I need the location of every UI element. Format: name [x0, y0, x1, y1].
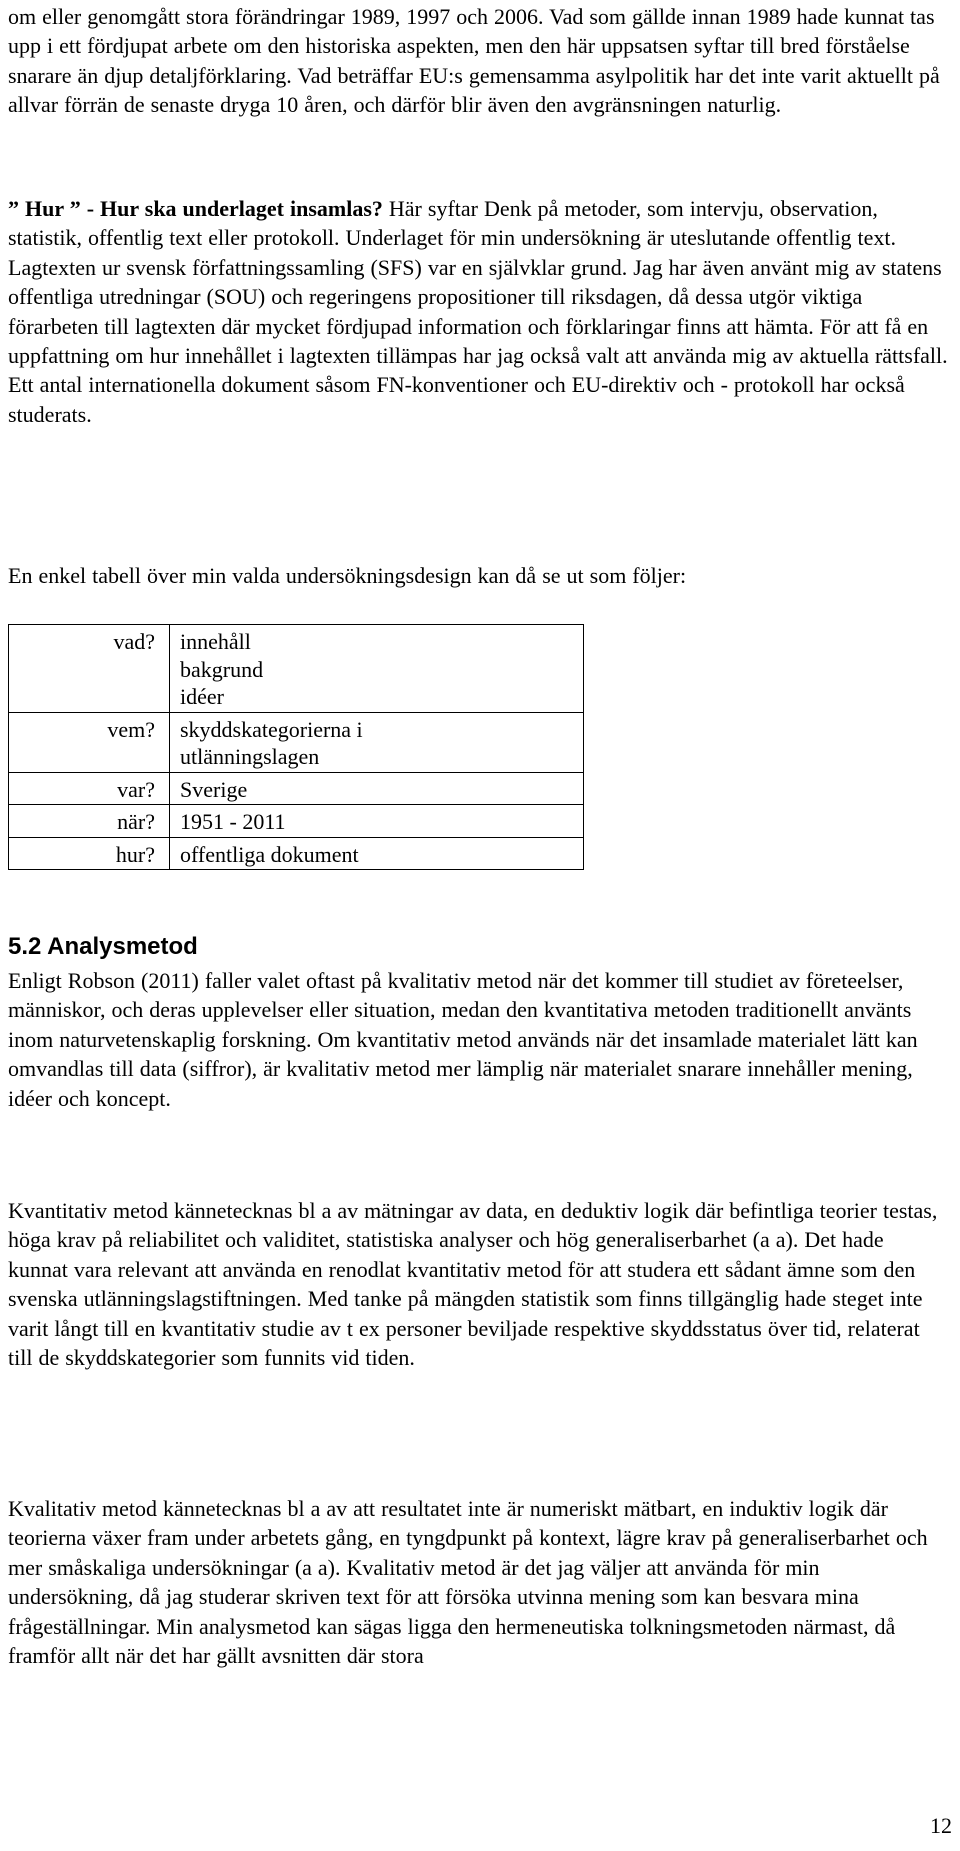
paragraph-analysmetod-intro: Enligt Robson (2011) faller valet oftast på kvalitativ metod när det kommer till studiet av företeelser, människor, och deras upplevelser eller situation, medan den kvantitativa metoden traditionellt använts inom naturvetenskaplig forskning. Om kvantitativ metod används när det insamlade materialet lätt kan omvandlas till data (siffror), är kvalitativ metod mer lämplig när materialet snarare innehåller mening, idéer och koncept.	[8, 968, 918, 1111]
table-row	[9, 837, 584, 870]
hur-bold-lead: ” Hur ” - Hur ska underlaget insamlas?	[8, 196, 383, 221]
table-key-cell: vad?	[9, 625, 170, 713]
table-value-line: Sverige	[180, 776, 248, 802]
table-value-line: utlänningslagen	[180, 744, 320, 769]
table-value-cell	[170, 712, 584, 772]
table-row	[9, 772, 584, 805]
table-value-cell	[170, 772, 584, 805]
paragraph-avgransning: om eller genomgått stora förändringar 1989, 1997 och 2006. Vad som gällde innan 1989 hade kunnat tas upp i ett fördjupat arbete om den historiska aspekten, men den här uppsatsen syftar till bred förståelse snarare än djup detaljförklaring. Vad beträffar EU:s gemensamma asylpolitik har det inte varit aktuellt på allvar förrän de senaste dryga 10 åren, och därför blir även den avgränsningen naturlig.	[8, 4, 940, 118]
table-value-line: idéer	[180, 684, 224, 709]
table-value-cell	[170, 625, 584, 713]
table-value-line: 1951 - 2011	[180, 809, 286, 834]
table-value-cell	[170, 837, 584, 870]
design-table	[8, 624, 584, 870]
table-value-cell	[170, 805, 584, 838]
table-row	[9, 712, 584, 772]
table-value-line: offentliga dokument	[180, 841, 359, 867]
hur-text: Här syftar Denk på metoder, som intervju, observation, statistik, offentlig text eller protokoll. Underlaget för min undersökning är uteslutande offentlig text. Lagtexten ur svensk författningssamling (SFS) var en självklar grund. Jag har även använt mig av statens offentliga utredningar (SOU) och regeringens propositioner till riksdagen, då dessa utgör viktiga förarbeten till lagtexten där mycket fördjupad information och förklaringar finns att hämta. För att få en uppfattning om hur innehållet i lagtexten tillämpas har jag också valt att använda mig av aktuella rättsfall. Ett antal internationella dokument såsom FN-konventioner och EU-direktiv och - protokoll har också studerats.	[8, 196, 948, 427]
page-number: 12	[930, 1813, 952, 1838]
table-key-cell: när?	[9, 805, 170, 838]
table-row	[9, 625, 584, 713]
table-value-line: innehåll	[180, 629, 251, 654]
paragraph-hur	[8, 194, 948, 429]
table-value-line: skyddskategorierna i	[180, 716, 363, 742]
table-key-cell: vem?	[9, 712, 170, 772]
paragraph-kvantitativ: Kvantitativ metod kännetecknas bl a av mätningar av data, en deduktiv logik där befintliga teorier testas, höga krav på reliabilitet och validitet, statistiska analyser och hög generaliserbarhet (a a). Det hade kunnat vara relevant att använda en renodlat kvantitativ metod för att studera ett sådant ämne som den svenska utlänningslagstiftningen. Med tanke på mängden statistik som finns tillgänglig hade steget inte varit långt till en kvantitativ studie av t ex personer beviljade respektive skyddsstatus över tid, relaterat till de skyddskategorier som funnits vid tiden.	[8, 1198, 938, 1371]
paragraph-kvalitativ: Kvalitativ metod kännetecknas bl a av att resultatet inte är numeriskt mätbart, en induktiv logik där teorierna växer fram under arbetets gång, en tyngdpunkt på kontext, lägre krav på generaliserbarhet och mer småskaliga undersökningar (a a). Kvalitativ metod är det jag väljer att använda för min undersökning, då jag studerar skriven text för att försöka utvinna mening som kan besvara mina frågeställningar. Min analysmetod kan sägas ligga den hermeneutiska tolkningsmetoden närmast, då framför allt när det har gällt avsnitten där stora	[8, 1496, 928, 1669]
table-key-cell: hur?	[9, 837, 170, 870]
paragraph-table-intro: En enkel tabell över min valda undersökningsdesign kan då se ut som följer:	[8, 563, 687, 588]
section-heading-analysmetod: 5.2 Analysmetod	[8, 933, 198, 960]
table-value-line: bakgrund	[180, 656, 264, 682]
table-key-cell: var?	[9, 772, 170, 805]
table-row	[9, 805, 584, 838]
